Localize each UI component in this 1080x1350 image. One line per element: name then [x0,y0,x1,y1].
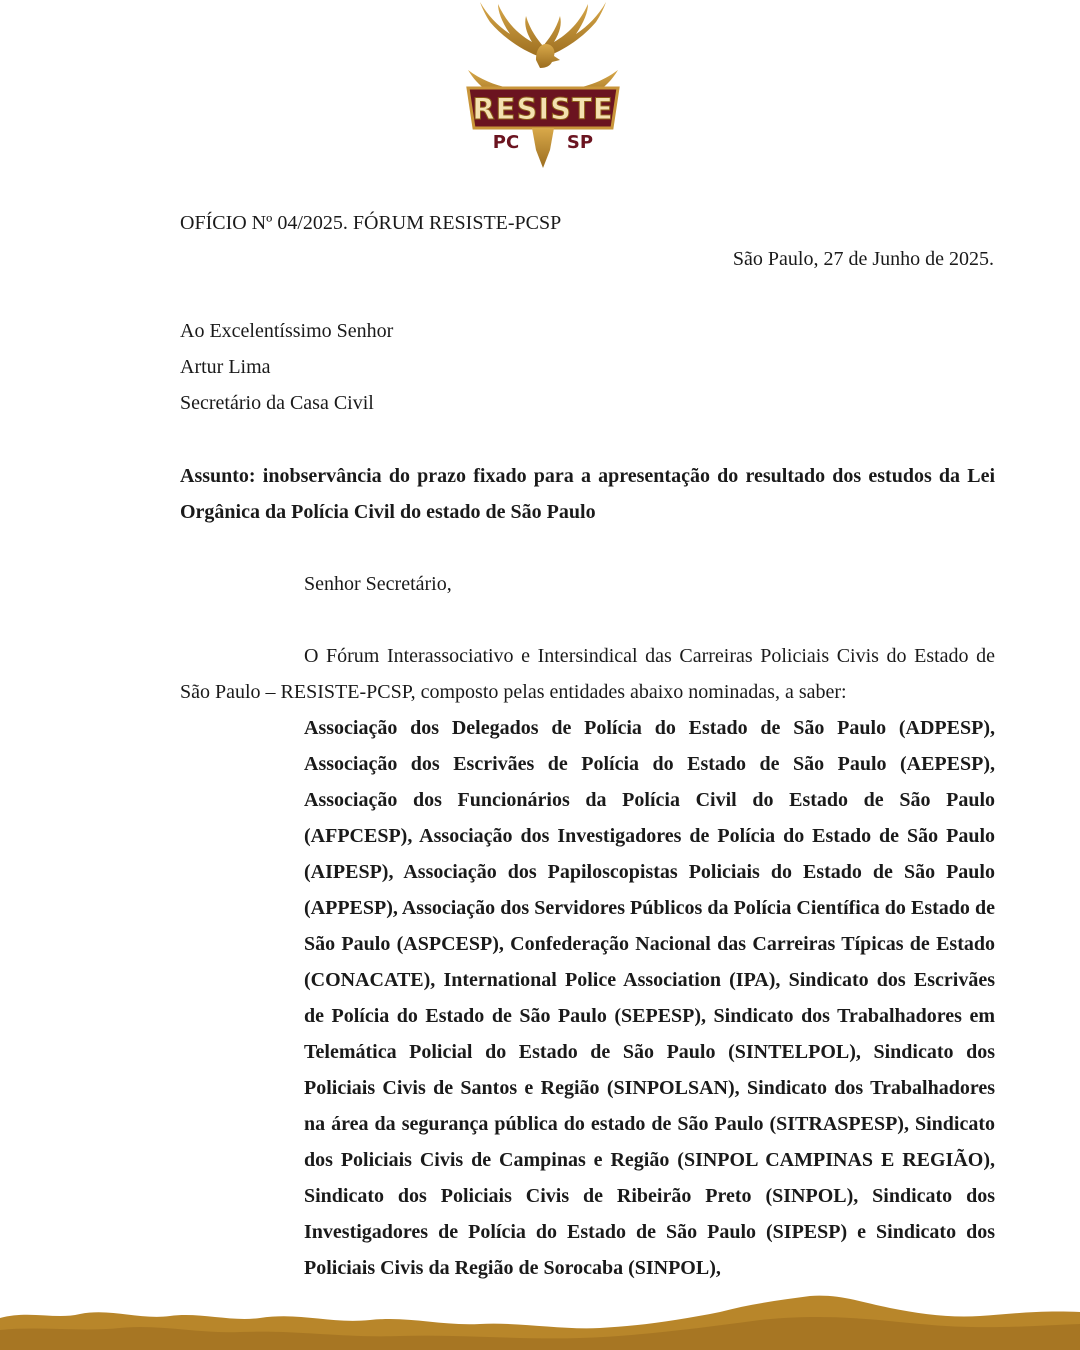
recipient-name: Artur Lima [180,356,271,378]
torn-paper-footer [0,1290,1080,1350]
intro-line-1: O Fórum Interassociativo e Intersindical das Carreiras Policiais Civis do Estado de [304,645,995,667]
letter-greeting: Senhor Secretário, [304,573,452,595]
resiste-pcsp-logo [440,0,646,170]
logo-sub-right: SP [566,132,594,153]
letter-reference: OFÍCIO Nº 04/2025. FÓRUM RESISTE-PCSP [180,212,562,234]
intro-line-2: São Paulo – RESISTE-PCSP, composto pelas entidades abaixo nominadas, a saber: [180,681,847,703]
entities-list: Associação dos Delegados de Polícia do Estado de São Paulo (ADPESP), Associação dos Escrivães de Polícia do Estado de São Paulo (AEPESP), Associação dos Funcionários da Polícia Civil do Estado de São Paulo (AFPCESP), Associação dos Investigadores de Polícia do Estado de São Paulo (AIPESP), Associação dos Papiloscopistas Policiais do Estado de São Paulo (APPESP), Associação dos Servidores Públicos da Polícia Científica do Estado de São Paulo (ASPCESP), Confederação Nacional das Carreiras Típicas de Estado (CONACATE), International Police Association (IPA), Sindicato dos Escrivães de Polícia do Estado de São Paulo (SEPESP), Sindicato dos Trabalhadores em Telemática Policial do Estado de São Paulo (SINTELPOL), Sindicato dos Policiais Civis de Santos e Região (SINPOLSAN), Sindicato dos Trabalhadores na área da segurança pública do estado de São Paulo (SITRASPESP), Sindicato dos Policiais Civis de Campinas e Região (SINPOL CAMPINAS E REGIÃO), Sindicato dos Policiais Civis de Ribeirão Preto (SINPOL), Sindicato dos Investigadores de Polícia do Estado de São Paulo (SIPESP) e Sindicato dos Policiais Civis da Região de Sorocaba (SINPOL), [304,717,995,1279]
recipient-title: Secretário da Casa Civil [180,392,374,414]
letter-subject: Assunto: inobservância do prazo fixado para a apresentação do resultado dos estudos da Lei Orgânica da Polícia Civil do estado de São Paulo [180,465,995,523]
recipient-salutation: Ao Excelentíssimo Senhor [180,320,394,342]
logo-sub-left: PC [492,132,520,153]
logo-text: RESISTE [472,92,614,126]
letter-date: São Paulo, 27 de Junho de 2025. [732,248,994,270]
